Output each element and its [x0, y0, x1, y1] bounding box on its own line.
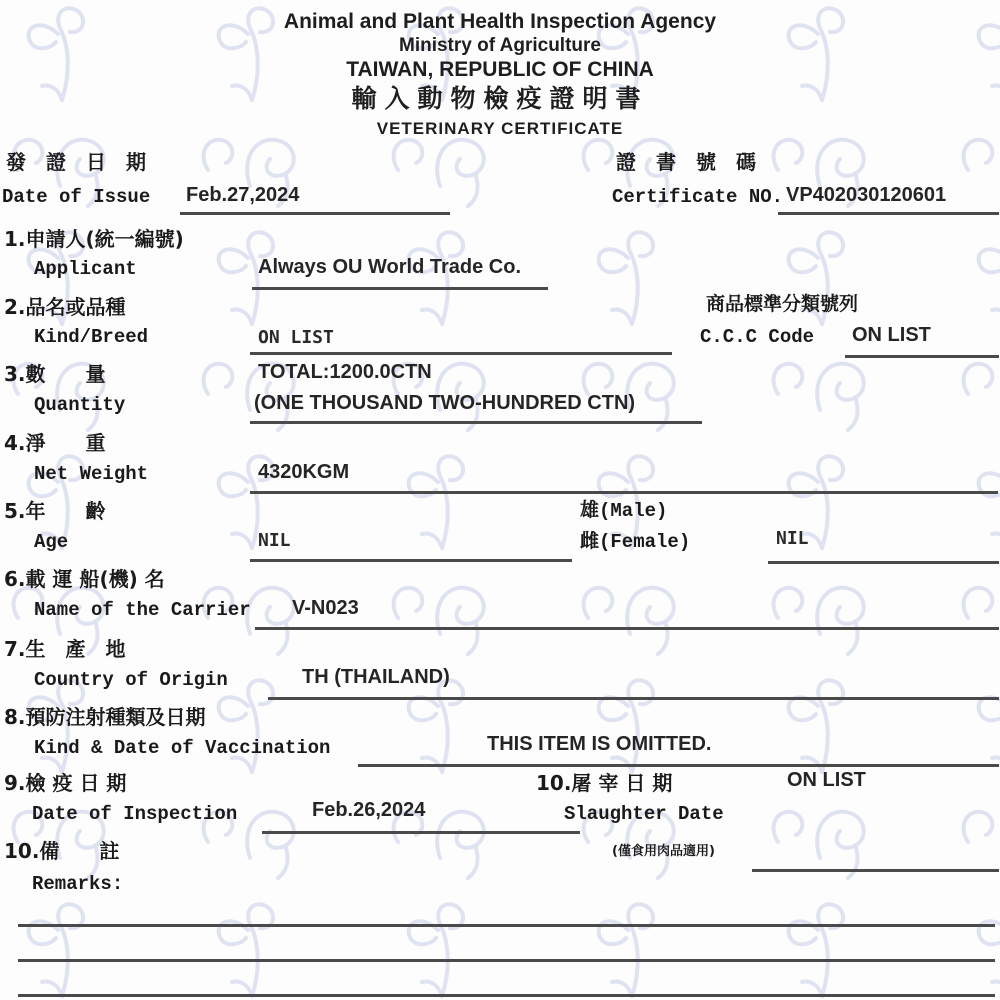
remarks-label-en: Remarks:: [32, 873, 124, 895]
applicant-underline: [252, 287, 548, 290]
date-of-issue-value: Feb.27,2024: [186, 184, 300, 206]
ministry-name: Ministry of Agriculture: [399, 35, 601, 56]
applicant-label-en: Applicant: [34, 258, 137, 280]
age-female-underline: [768, 561, 999, 564]
slaughter-label-zh: 10.屠 宰 日 期: [536, 771, 673, 795]
carrier-value: V-N023: [292, 597, 359, 619]
quantity-words-value: (ONE THOUSAND TWO-HUNDRED CTN): [254, 392, 636, 414]
age-underline: [250, 559, 572, 562]
applicant-value: Always OU World Trade Co.: [258, 256, 522, 278]
quantity-label-en: Quantity: [34, 394, 126, 416]
net-weight-underline: [250, 491, 998, 494]
male-label: 雄(Male): [580, 500, 668, 522]
age-female-value: NIL: [776, 528, 809, 549]
kind-breed-label-en: Kind/Breed: [34, 326, 149, 348]
origin-label-en: Country of Origin: [34, 669, 228, 691]
net-weight-value: 4320KGM: [258, 461, 350, 483]
certificate-title-english: VETERINARY CERTIFICATE: [376, 119, 624, 138]
origin-label-zh: 7.生 產 地: [4, 637, 126, 661]
carrier-label-en: Name of the Carrier: [34, 599, 251, 621]
quantity-total-value: TOTAL:1200.0CTN: [258, 361, 432, 383]
certificate-no-label-zh: 證 書 號 碼: [616, 150, 756, 174]
slaughter-label-en: Slaughter Date: [564, 803, 724, 825]
vaccination-label-zh: 8.預防注射種類及日期: [4, 705, 206, 729]
certificate-no-underline: [778, 212, 999, 215]
age-label-en: Age: [34, 531, 69, 553]
vaccination-underline: [358, 764, 999, 767]
inspection-underline: [262, 831, 580, 834]
date-of-issue-underline: [180, 212, 450, 215]
slaughter-note-zh: (僅食用肉品適用): [612, 844, 715, 859]
remarks-label-zh: 10.備 註: [4, 839, 120, 863]
applicant-label-zh: 1.申請人(統一編號): [4, 227, 184, 251]
slaughter-underline: [752, 869, 999, 872]
origin-underline: [268, 697, 999, 700]
certificate-no-label-en: Certificate NO.: [612, 186, 784, 208]
date-of-issue-label-zh: 發 證 日 期: [6, 150, 146, 174]
ccc-code-label-zh: 商品標準分類號列: [706, 293, 859, 315]
agency-name: Animal and Plant Health Inspection Agency: [283, 10, 717, 33]
remarks-line-3: [18, 994, 995, 997]
inspection-value: Feb.26,2024: [312, 799, 426, 821]
ccc-code-value: ON LIST: [852, 324, 931, 346]
date-of-issue-label-en: Date of Issue: [2, 186, 151, 208]
origin-value: TH (THAILAND): [302, 666, 450, 688]
slaughter-value: ON LIST: [787, 769, 866, 791]
vaccination-label-en: Kind & Date of Vaccination: [34, 737, 331, 759]
ccc-code-label-en: C.C.C Code: [700, 326, 815, 348]
net-weight-label-en: Net Weight: [34, 463, 149, 485]
carrier-label-zh: 6.載 運 船(機) 名: [4, 567, 165, 591]
remarks-line-1: [18, 924, 995, 927]
certificate-no-value: VP402030120601: [786, 184, 947, 206]
quantity-label-zh: 3.數 量: [4, 362, 106, 386]
vaccination-value: THIS ITEM IS OMITTED.: [487, 733, 712, 755]
quantity-underline: [250, 421, 702, 424]
ccc-code-underline: [845, 355, 999, 358]
net-weight-label-zh: 4.淨 重: [4, 431, 106, 455]
inspection-label-zh: 9.檢 疫 日 期: [4, 771, 127, 795]
carrier-underline: [255, 627, 999, 630]
certificate-title-chinese: 輸入動物檢疫證明書: [351, 84, 649, 113]
kind-breed-label-zh: 2.品名或品種: [4, 295, 126, 319]
age-value: NIL: [258, 530, 291, 551]
remarks-line-2: [18, 959, 995, 962]
female-label: 雌(Female): [580, 531, 691, 553]
kind-breed-value: ON LIST: [258, 327, 334, 348]
kind-breed-underline: [250, 352, 672, 355]
country-name: TAIWAN, REPUBLIC OF CHINA: [346, 58, 654, 81]
inspection-label-en: Date of Inspection: [32, 803, 238, 825]
age-label-zh: 5.年 齡: [4, 499, 106, 523]
